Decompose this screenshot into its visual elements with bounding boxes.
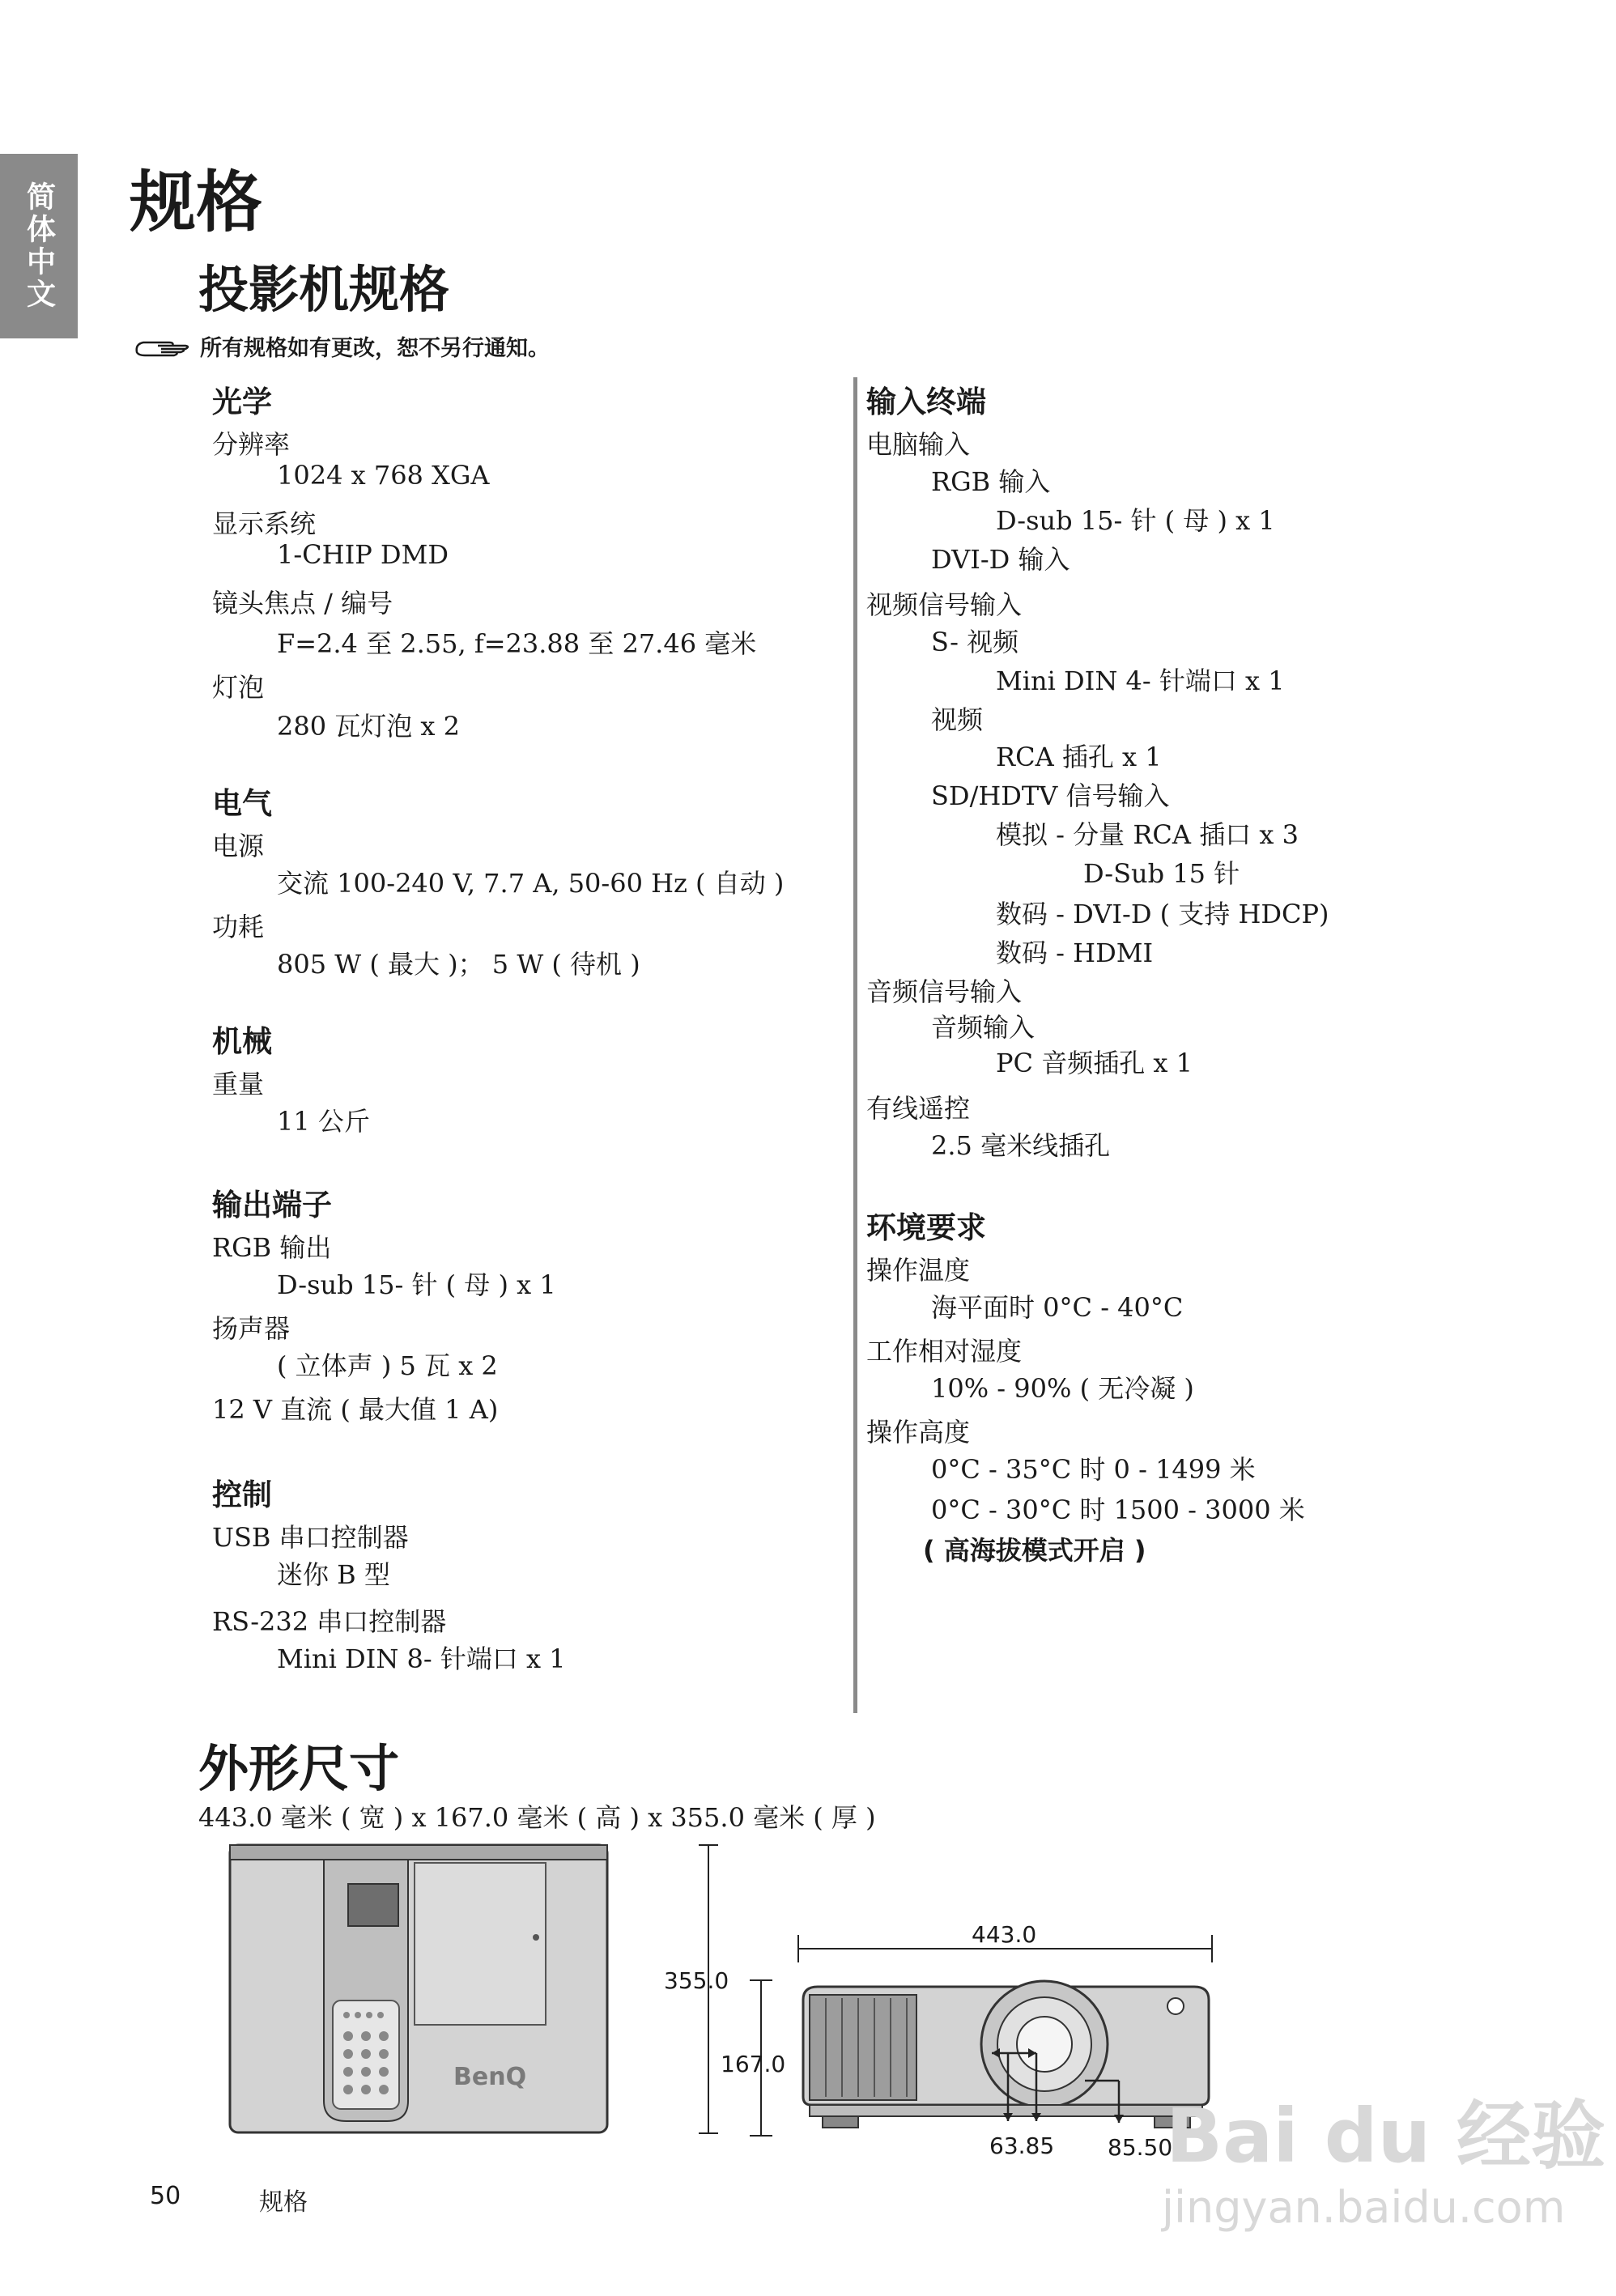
offset-2-label: 85.50	[1108, 2134, 1173, 2161]
video-input-label: 视频信号输入	[866, 589, 1023, 620]
altitude-value-3: ( 高海拔模式开启 )	[923, 1535, 1146, 1566]
digital-hdmi-value: 数码 - HDMI	[996, 938, 1154, 968]
language-tab-label: 简体中文	[22, 181, 56, 311]
composite-value: RCA 插孔 x 1	[996, 742, 1162, 772]
pointing-hand-icon	[134, 334, 193, 359]
speaker-value: ( 立体声 ) 5 瓦 x 2	[277, 1350, 498, 1381]
rgb-input-label: RGB 输入	[931, 466, 1051, 497]
right-column	[866, 377, 1595, 1571]
left-column	[212, 377, 844, 1682]
dvi-input-label: DVI-D 输入	[931, 544, 1070, 575]
s-video-label: S- 视频	[931, 627, 1019, 657]
rgb-output-value: D-sub 15- 针 ( 母 ) x 1	[277, 1269, 556, 1300]
language-tab[interactable]	[0, 154, 78, 338]
display-system-label: 显示系统	[212, 508, 317, 539]
s-video-value: Mini DIN 4- 针端口 x 1	[996, 665, 1285, 696]
wired-remote-label: 有线遥控	[866, 1093, 971, 1124]
rs232-value: Mini DIN 8- 针端口 x 1	[277, 1643, 566, 1674]
depth-label: 355.0	[664, 1967, 729, 1994]
altitude-label: 操作高度	[866, 1417, 971, 1448]
dsub-value: D-Sub 15 针	[1083, 858, 1240, 889]
resolution-value: 1024 x 768 XGA	[277, 460, 490, 491]
altitude-value-1: 0°C - 35°C 时 0 - 1499 米	[931, 1454, 1256, 1485]
projector-front-view	[793, 1975, 1218, 2145]
dc-output-label: 12 V 直流 ( 最大值 1 A)	[212, 1394, 499, 1425]
humidity-value: 10% - 90% ( 无冷凝 )	[931, 1373, 1194, 1404]
lens-label: 镜头焦点 / 编号	[212, 588, 393, 619]
rs232-label: RS-232 串口控制器	[212, 1606, 447, 1637]
usb-value: 迷你 B 型	[277, 1559, 390, 1590]
footer-section: 规格	[259, 2188, 308, 2217]
weight-value: 11 公斤	[277, 1106, 370, 1137]
wired-remote-value: 2.5 毫米线插孔	[931, 1130, 1111, 1161]
brand-logo: BenQ	[453, 2063, 527, 2091]
baidu-watermark-url: jingyan.baidu.com	[1162, 2182, 1566, 2233]
dimensions-title: 外形尺寸	[198, 1739, 400, 1798]
composite-label: 视频	[931, 704, 984, 735]
analog-value: 模拟 - 分量 RCA 插口 x 3	[996, 819, 1299, 850]
control-heading: 控制	[212, 1478, 272, 1512]
op-temp-label: 操作温度	[866, 1255, 971, 1286]
power-label: 电源	[212, 831, 265, 861]
width-label: 443.0	[972, 1921, 1037, 1948]
op-temp-value: 海平面时 0°C - 40°C	[931, 1292, 1184, 1323]
electrical-heading: 电气	[212, 786, 272, 821]
rgb-input-value: D-sub 15- 针 ( 母 ) x 1	[996, 505, 1275, 536]
input-heading: 输入终端	[866, 385, 986, 419]
section-title: 投影机规格	[198, 260, 450, 319]
offset-1-label: 63.85	[989, 2132, 1055, 2159]
mechanical-heading: 机械	[212, 1024, 272, 1059]
audio-in-label: 音频输入	[931, 1012, 1036, 1043]
output-heading: 输出端子	[212, 1188, 332, 1222]
audio-input-label: 音频信号输入	[866, 976, 1023, 1007]
resolution-label: 分辨率	[212, 429, 291, 460]
lens-value: F=2.4 至 2.55, f=23.88 至 27.46 毫米	[277, 628, 757, 659]
display-system-value: 1-CHIP DMD	[277, 539, 449, 570]
height-label: 167.0	[721, 2051, 786, 2077]
power-value: 交流 100-240 V, 7.7 A, 50-60 Hz ( 自动 )	[277, 868, 785, 899]
note-text: 所有规格如有更改，恕不另行通知。	[200, 336, 550, 361]
weight-label: 重量	[212, 1069, 265, 1099]
humidity-label: 工作相对湿度	[866, 1336, 1023, 1367]
note	[134, 330, 550, 362]
lamp-value: 280 瓦灯泡 x 2	[277, 711, 461, 742]
speaker-label: 扬声器	[212, 1313, 291, 1344]
usb-label: USB 串口控制器	[212, 1522, 409, 1553]
consumption-label: 功耗	[212, 912, 265, 942]
page-number: 50	[150, 2182, 181, 2210]
optics-heading: 光学	[212, 385, 272, 419]
environment-heading: 环境要求	[866, 1210, 986, 1245]
altitude-value-2: 0°C - 30°C 时 1500 - 3000 米	[931, 1495, 1305, 1525]
column-divider	[853, 377, 857, 1713]
projector-top-view	[227, 1842, 611, 2137]
page-title: 规格	[130, 164, 263, 241]
consumption-value: 805 W ( 最大 )； 5 W ( 待机 )	[277, 949, 640, 980]
audio-in-value: PC 音频插孔 x 1	[996, 1048, 1193, 1078]
baidu-watermark-logo: Bai du 经验	[1166, 2093, 1606, 2179]
digital-dvi-value: 数码 - DVI-D ( 支持 HDCP)	[996, 899, 1329, 929]
pc-input-label: 电脑输入	[866, 429, 971, 460]
lamp-label: 灯泡	[212, 672, 265, 703]
dimensions-text: 443.0 毫米 ( 宽 ) x 167.0 毫米 ( 高 ) x 355.0 毫米 ( 厚 )	[198, 1802, 876, 1833]
rgb-output-label: RGB 输出	[212, 1232, 332, 1263]
sd-hdtv-label: SD/HDTV 信号输入	[931, 780, 1170, 811]
